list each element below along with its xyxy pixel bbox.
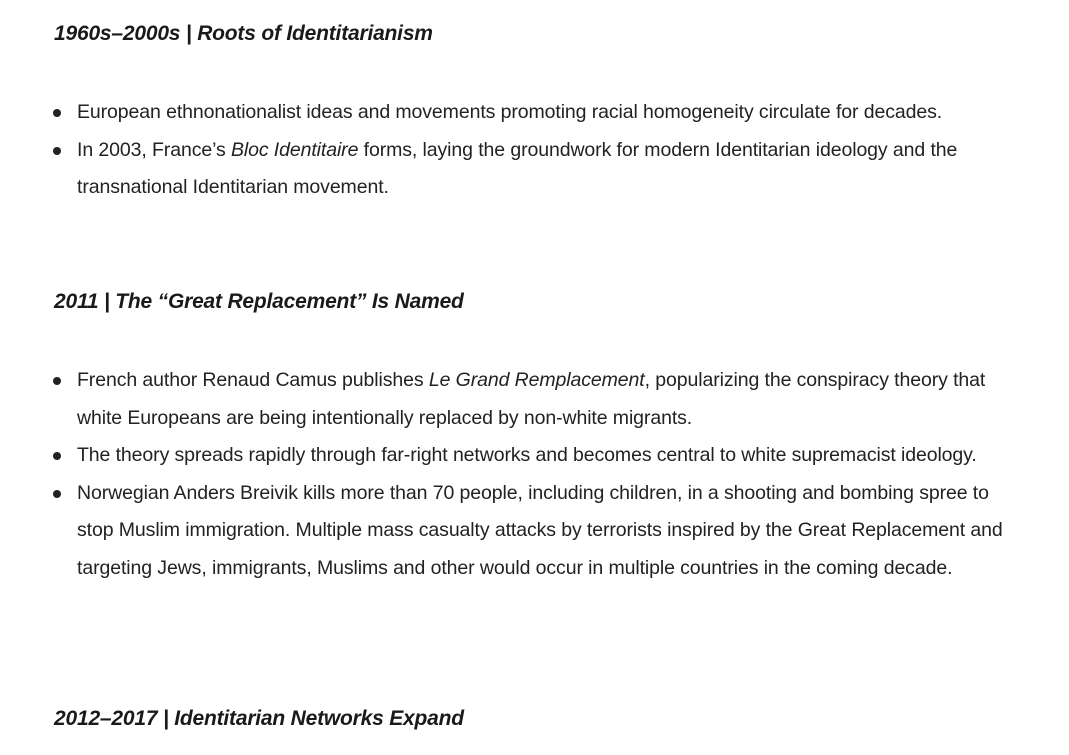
list-item-emphasis: Bloc Identitaire <box>230 138 359 161</box>
section-heading-great-replacement: 2011 | The “Great Replacement” Is Named <box>54 290 464 313</box>
list-item-text: forms, laying the groundwork for modern Identitarian ideology and the transnational Identitarian movement. <box>77 138 958 198</box>
section-list-great-replacement <box>0 362 1069 587</box>
list-item <box>0 362 1069 437</box>
list-item-text: The theory spreads rapidly through far-right networks and becomes central to white supremacist ideology. <box>77 444 977 466</box>
bullet-icon <box>53 377 61 385</box>
bullet-icon <box>53 109 61 117</box>
list-item-text: In 2003, France’s <box>77 138 231 161</box>
list-item <box>0 475 1069 588</box>
section-heading-roots: 1960s–2000s | Roots of Identitarianism <box>54 22 433 45</box>
list-item-emphasis: Le Grand Remplacement <box>428 369 645 391</box>
list-item-text: Norwegian Anders Breivik kills more than 70 people, including children, in a shooting and bombing spree to stop Muslim immigration. Multiple mass casualty attacks by terrorists inspired by the Great Replacement and targeting Jews, immigrants, Muslims and other would occur in multiple countries in the coming decade. <box>77 481 1003 579</box>
list-item <box>0 437 1069 475</box>
section-list-roots <box>0 94 1069 207</box>
bullet-icon <box>53 147 61 155</box>
section-heading-networks-expand: 2012–2017 | Identitarian Networks Expand <box>54 707 464 730</box>
bullet-icon <box>53 490 61 498</box>
bullet-icon <box>53 452 61 460</box>
list-item-text: , popularizing the conspiracy theory that white Europeans are being intentionally replaced by non-white migrants. <box>77 369 986 429</box>
list-item <box>0 94 1069 132</box>
list-item-text: French author Renaud Camus publishes <box>77 369 429 391</box>
list-item-text: European ethnonationalist ideas and movements promoting racial homogeneity circulate for decades. <box>77 101 943 123</box>
list-item <box>0 132 1069 207</box>
